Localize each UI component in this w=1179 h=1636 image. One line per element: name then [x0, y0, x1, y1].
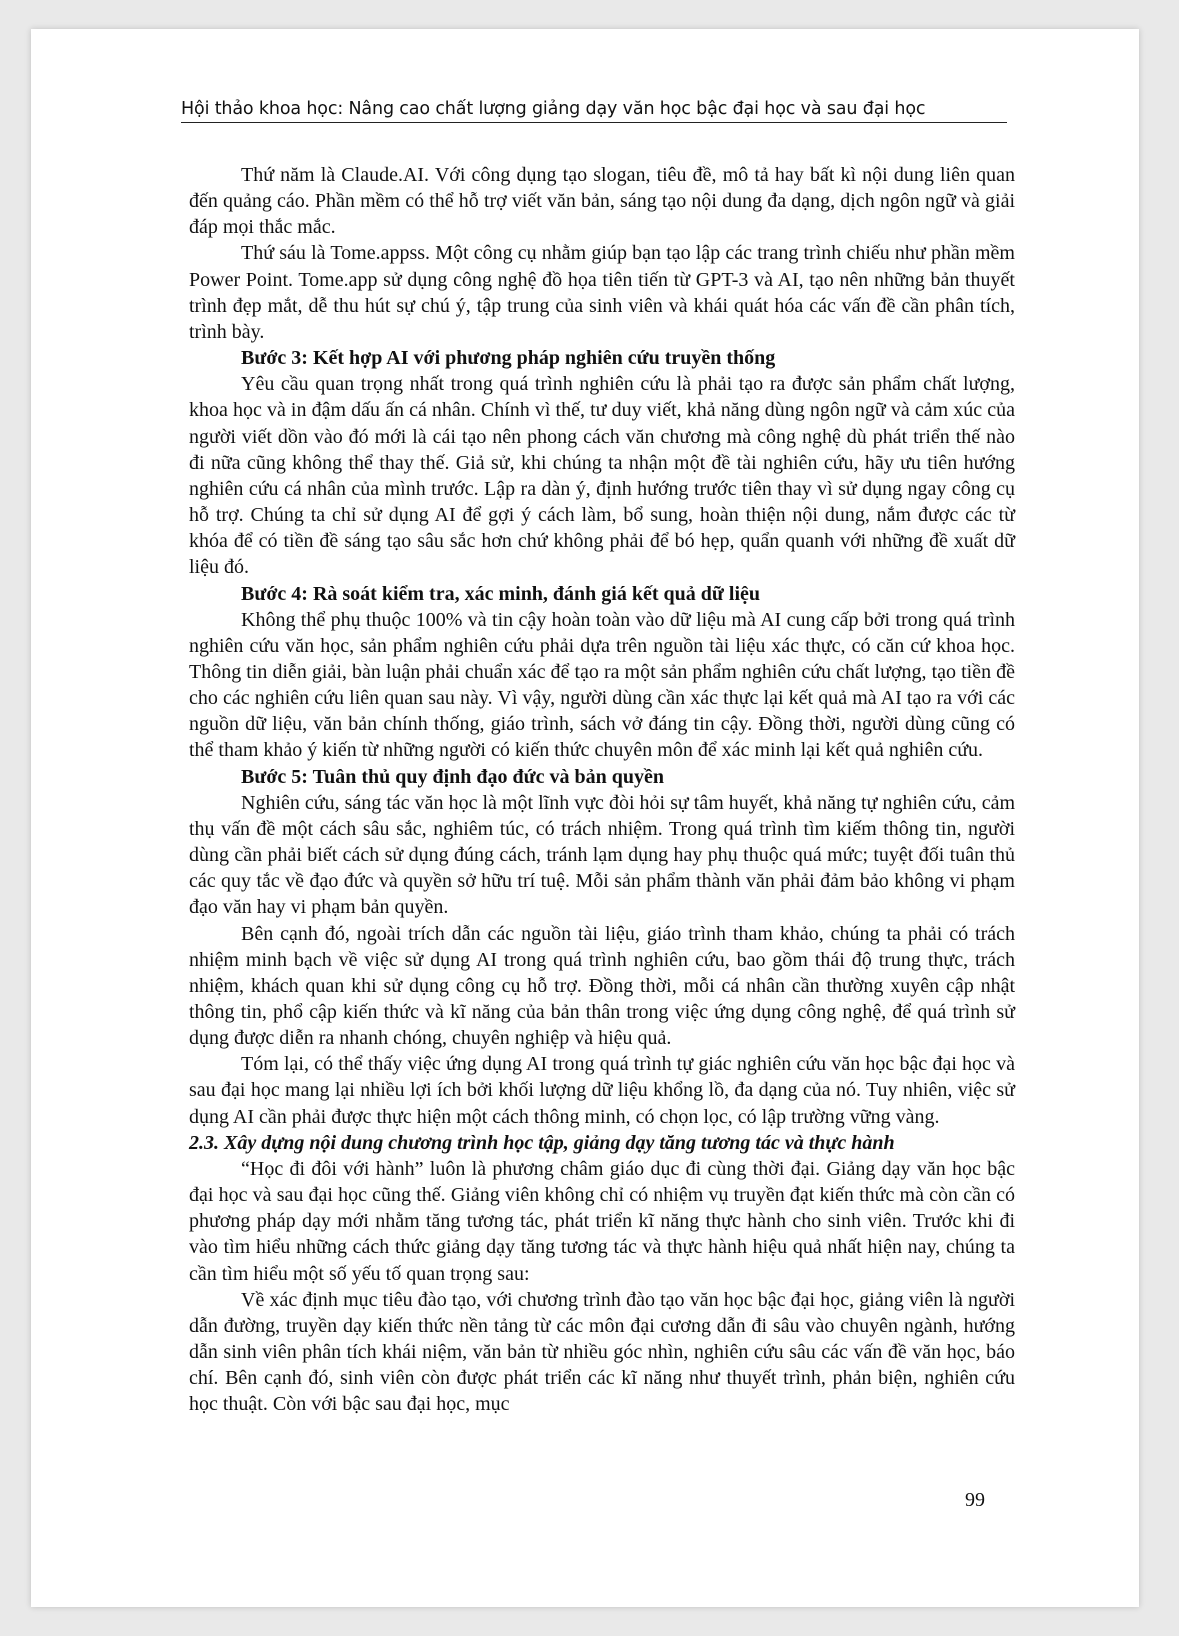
paragraph-claude-ai: Thứ năm là Claude.AI. Với công dụng tạo slogan, tiêu đề, mô tả hay bất kì nội dung liên quan đến quảng cáo. Phần mềm có thể hỗ trợ viết văn bản, sáng tạo nội dung đa dạng, dịch ngôn ngữ và giải đáp mọi thắc mắc. [189, 164, 1015, 239]
paragraph-tome-app: Thứ sáu là Tome.appss. Một công cụ nhằm giúp bạn tạo lập các trang trình chiếu như phần mềm Power Point. Tome.app sử dụng công nghệ đồ họa tiên tiến từ GPT-3 và AI, tạo nên những bản thuyết trình đẹp mắt, dễ thu hút sự chú ý, tập trung của sinh viên và khái quát hóa các vấn đề cần phân tích, trình bày. [189, 242, 1015, 343]
page-number: 99 [965, 1489, 985, 1511]
paragraph-step-3: Yêu cầu quan trọng nhất trong quá trình nghiên cứu là phải tạo ra được sản phẩm chất lượng, khoa học và in đậm dấu ấn cá nhân. Chính vì thế, tư duy viết, khả năng dùng ngôn ngữ và cảm xúc của người viết dồn vào đó mới là cái tạo nên phong cách văn chương mà công nghệ dù phát triển thế nào đi nữa cũng không thể thay thế. Giả sử, khi chúng ta nhận một đề tài nghiên cứu, hãy ưu tiên hướng nghiên cứu cá nhân của mình trước. Lập ra dàn ý, định hướng trước tiên thay vì sử dụng ngay công cụ hỗ trợ. Chúng ta chỉ sử dụng AI để gợi ý cách làm, bổ sung, hoàn thiện nội dung, nắm được các từ khóa để có tiền đề sáng tạo sâu sắc hơn chứ không phải để bó hẹp, quẩn quanh với những đề xuất dữ liệu đó. [189, 373, 1015, 579]
document-page [31, 29, 1139, 1607]
heading-section-2-3: 2.3. Xây dựng nội dung chương trình học tập, giảng dạy tăng tương tác và thực hành [189, 1131, 895, 1154]
paragraph-summary: Tóm lại, có thể thấy việc ứng dụng AI trong quá trình tự giác nghiên cứu văn học bậc đại học và sau đại học mang lại nhiều lợi ích bởi khối lượng dữ liệu khổng lồ, đa dạng của nó. Tuy nhiên, việc sử dụng AI cần phải được thực hiện một cách thông minh, có chọn lọc, có lập trường vững vàng. [189, 1053, 1015, 1128]
paragraph-training-goals: Về xác định mục tiêu đào tạo, với chương trình đào tạo văn học bậc đại học, giảng viên là người dẫn đường, truyền dạy kiến thức nền tảng từ các môn đại cương dẫn đi sâu vào chuyên ngành, hướng dẫn sinh viên phân tích khái niệm, văn bản từ nhiều góc nhìn, nghiên cứu sâu các vấn đề văn học, báo chí. Bên cạnh đó, sinh viên còn được phát triển các kĩ năng như thuyết trình, phản biện, nghiên cứu học thuật. Còn với bậc sau đại học, mục [189, 1288, 1015, 1416]
heading-step-4: Bước 4: Rà soát kiểm tra, xác minh, đánh giá kết quả dữ liệu [241, 582, 761, 605]
paragraph-transparency: Bên cạnh đó, ngoài trích dẫn các nguồn tài liệu, giáo trình tham khảo, chúng ta phải có trách nhiệm minh bạch về việc sử dụng AI trong quá trình nghiên cứu, bao gồm thái độ trung thực, trách nhiệm, khách quan khi sử dụng công cụ hỗ trợ. Đồng thời, mỗi cá nhân cần thường xuyên cập nhật thông tin, phổ cập kiến thức và kĩ năng của bản thân trong việc ứng dụng công nghệ, để quá trình sử dụng được diễn ra nhanh chóng, chuyên nghiệp và hiệu quả. [189, 922, 1015, 1050]
body-text [189, 162, 1015, 1418]
heading-step-3: Bước 3: Kết hợp AI với phương pháp nghiên cứu truyền thống [241, 347, 776, 370]
paragraph-learning-by-doing: “Học đi đôi với hành” luôn là phương châm giáo dục đi cùng thời đại. Giảng dạy văn học bậc đại học và sau đại học cũng thế. Giảng viên không chỉ có nhiệm vụ truyền đạt kiến thức mà còn cần có phương pháp dạy mới nhằm tăng tương tác, phát triển kĩ năng thực hành cho sinh viên. Trước khi đi vào tìm hiểu những cách thức giảng dạy tăng tương tác và thực hành hiệu quả nhất hiện nay, chúng ta cần tìm hiểu một số yếu tố quan trọng sau: [189, 1157, 1015, 1285]
heading-step-5: Bước 5: Tuân thủ quy định đạo đức và bản quyền [241, 765, 665, 788]
paragraph-step-5: Nghiên cứu, sáng tác văn học là một lĩnh vực đòi hỏi sự tâm huyết, khả năng tự nghiên cứu, cảm thụ vấn đề một cách sâu sắc, nghiêm túc, có trách nhiệm. Trong quá trình tìm kiếm thông tin, người dùng cần phải biết cách sử dụng đúng cách, tránh lạm dụng hay phụ thuộc quá mức; tuyệt đối tuân thủ các quy tắc về đạo đức và quyền sở hữu trí tuệ. Mỗi sản phẩm thành văn phải đảm bảo không vi phạm đạo văn hay vi phạm bản quyền. [189, 791, 1015, 919]
running-header: Hội thảo khoa học: Nâng cao chất lượng giảng dạy văn học bậc đại học và sau đại học [181, 99, 1007, 123]
paragraph-step-4: Không thể phụ thuộc 100% và tin cậy hoàn toàn vào dữ liệu mà AI cung cấp bởi trong quá trình nghiên cứu văn học, sản phẩm nghiên cứu phải dựa trên nguồn tài liệu xác thực, có căn cứ khoa học. Thông tin diễn giải, bàn luận phải chuẩn xác để tạo ra một sản phẩm nghiên cứu chất lượng, tạo tiền đề cho các nghiên cứu liên quan sau này. Vì vậy, người dùng cần xác thực lại kết quả mà AI tạo ra với các nguồn dữ liệu, văn bản chính thống, giáo trình, sách vở đáng tin cậy. Đồng thời, người dùng cũng có thể tham khảo ý kiến từ những người có kiến thức chuyên môn để xác minh lại kết quả nghiên cứu. [189, 608, 1015, 762]
